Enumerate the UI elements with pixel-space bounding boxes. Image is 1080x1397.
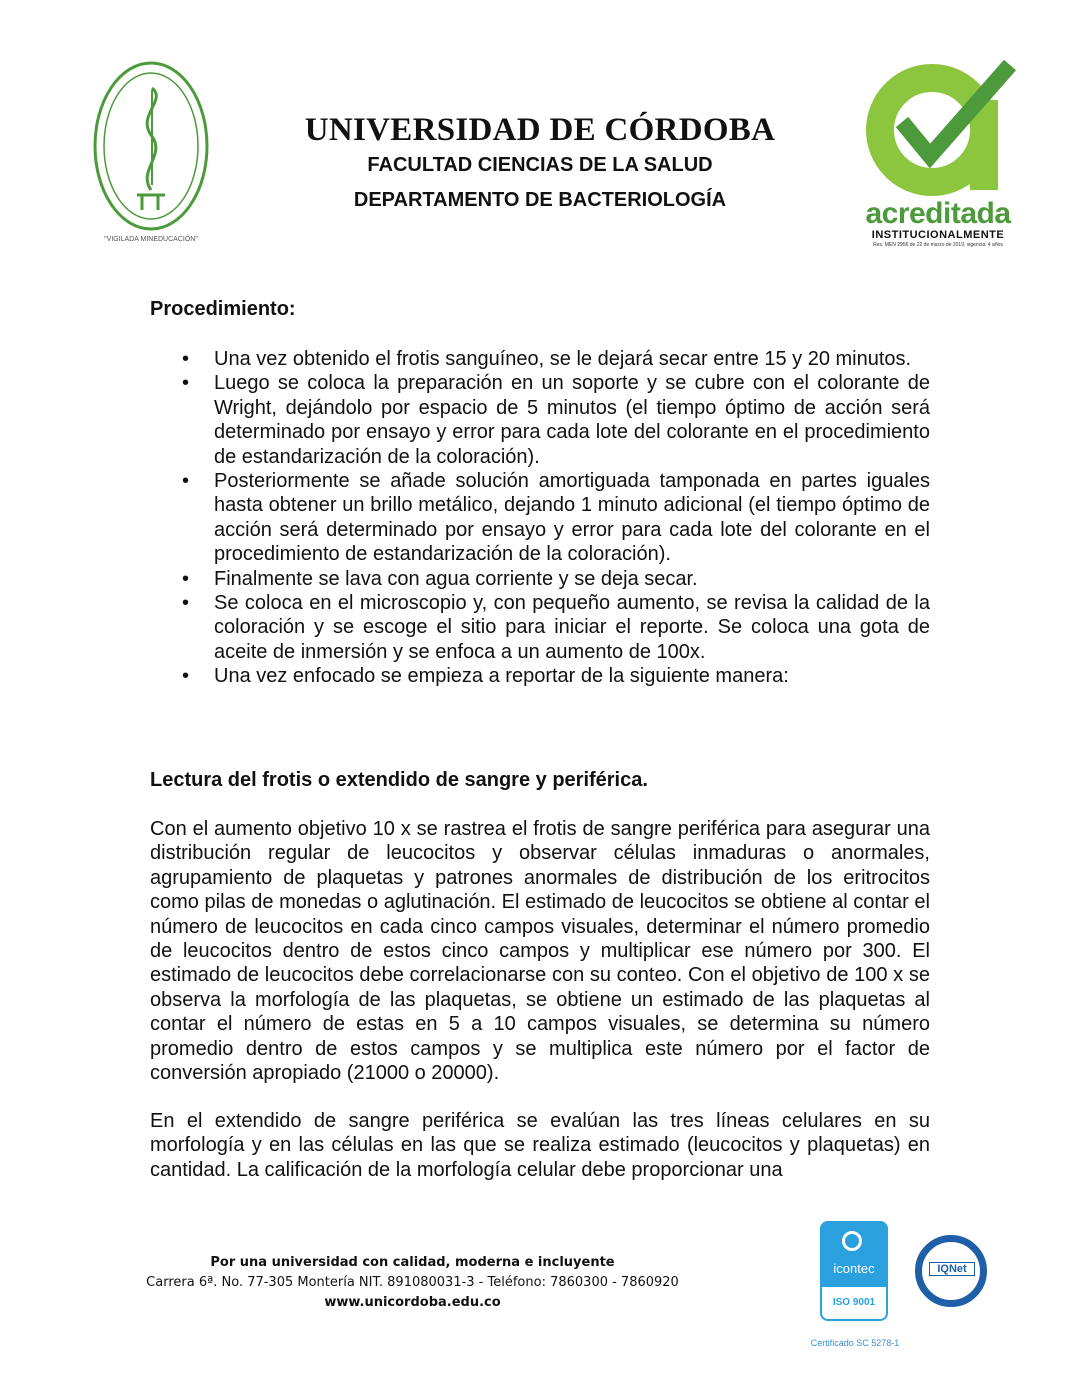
seal-caption: "VIGILADA MINEDUCACIÓN" [104, 236, 198, 243]
accreditation-word: acreditada [865, 197, 1011, 230]
faculty-name: FACULTAD CIENCIAS DE LA SALUD [367, 154, 713, 176]
list-item-text: Finalmente se lava con agua corriente y se deja secar. [214, 567, 698, 590]
list-item-text: Una vez enfocado se empieza a reportar de la siguiente manera: [214, 665, 789, 688]
bullet-icon: • [182, 372, 190, 395]
bullet-icon: • [182, 665, 190, 688]
list-item-text: Se coloca en el microscopio y, con pequeño aumento, se revisa la calidad de la coloración y se escoge el sitio para iniciar el reporte. Se coloca una gota de aceite de inmersión y se enfoca a un aumento de 100x. [214, 592, 930, 663]
bullet-icon: • [182, 470, 190, 493]
bullet-icon: • [182, 567, 190, 590]
procedure-heading: Procedimiento: [150, 298, 296, 320]
list-item [150, 347, 930, 371]
iso-label: ISO 9001 [832, 1297, 876, 1308]
footer-text [130, 1253, 695, 1313]
icontec-symbol-icon [842, 1231, 862, 1251]
accreditation-resolution: Res. MEN 2956 de 22 de marzo de 2019, vigencia: 4 años [873, 242, 1003, 248]
list-item-text: Una vez obtenido el frotis sanguíneo, se le dejará secar entre 15 y 20 minutos. [214, 348, 912, 370]
paragraph: En el extendido de sangre periférica se evalúan las tres líneas celulares en su morfología y en las células en las que se realiza estimado (leucocitos y plaquetas) en cantidad. La calificación de la morfología celular debe proporcionar una [150, 1110, 930, 1181]
list-item [150, 371, 930, 469]
list-item-text: Posteriormente se añade solución amortiguada tamponada en partes iguales hasta obtener un brillo metálico, dejando 1 minuto adicional (el tiempo óptimo de acción será determinado por ensayo y error para cada lote del colorante en el procedimiento de estandarización de la coloración). [214, 470, 930, 566]
department-name: DEPARTAMENTO DE BACTERIOLOGÍA [353, 189, 727, 211]
accreditation-subtitle: INSTITUCIONALMENTE [871, 229, 1005, 241]
icontec-label: icontec [833, 1261, 875, 1276]
iqnet-label: IQNet [929, 1262, 975, 1276]
bullet-icon: • [182, 348, 190, 370]
list-item [150, 591, 930, 664]
icontec-logo [820, 1221, 888, 1321]
bullet-icon: • [182, 592, 190, 615]
list-item [150, 567, 930, 591]
list-item [150, 664, 930, 688]
footer-slogan: Por una universidad con calidad, moderna e incluyente [210, 1255, 615, 1270]
university-name: UNIVERSIDAD DE CÓRDOBA [304, 112, 776, 148]
procedure-list [150, 347, 930, 689]
list-item [150, 469, 930, 567]
list-item-text: Luego se coloca la preparación en un soporte y se cubre con el colorante de Wright, dejándolo por espacio de 5 minutos (el tiempo óptimo de acción será determinado por ensayo y error para cada lote del colorante en el procedimiento de estandarización de la coloración). [214, 372, 930, 468]
footer-address: Carrera 6ª. No. 77-305 Montería NIT. 891080031-3 - Teléfono: 7860300 - 7860920 [146, 1275, 679, 1290]
footer-website: www.unicordoba.edu.co [324, 1295, 501, 1310]
reading-heading: Lectura del frotis o extendido de sangre y periférica. [150, 769, 648, 791]
iqnet-logo [915, 1235, 987, 1307]
certificate-number: Certificado SC 5278-1 [810, 1338, 900, 1348]
paragraph: Con el aumento objetivo 10 x se rastrea el frotis de sangre periférica para asegurar una distribución regular de leucocitos y observar células inmaduras o anormales, agrupamiento de plaquetas y patrones anormales de distribución de los eritrocitos como pilas de monedas o aglutinación. El estimado de leucocitos se obtiene al contar el número de leucocitos en cada cinco campos visuales, determinar el número promedio de leucocitos dentro de estos cinco campos y multiplicar ese número por 300. El estimado de leucocitos debe correlacionarse con su conteo. Con el objetivo de 100 x se observa la morfología de las plaquetas, se obtiene un estimado de las plaquetas al contar el número de estas en 5 a 10 campos visuales, se determina su número promedio dentro de estos campos y se multiplica este número por el factor de conversión apropiado (21000 o 20000). [150, 818, 930, 1085]
